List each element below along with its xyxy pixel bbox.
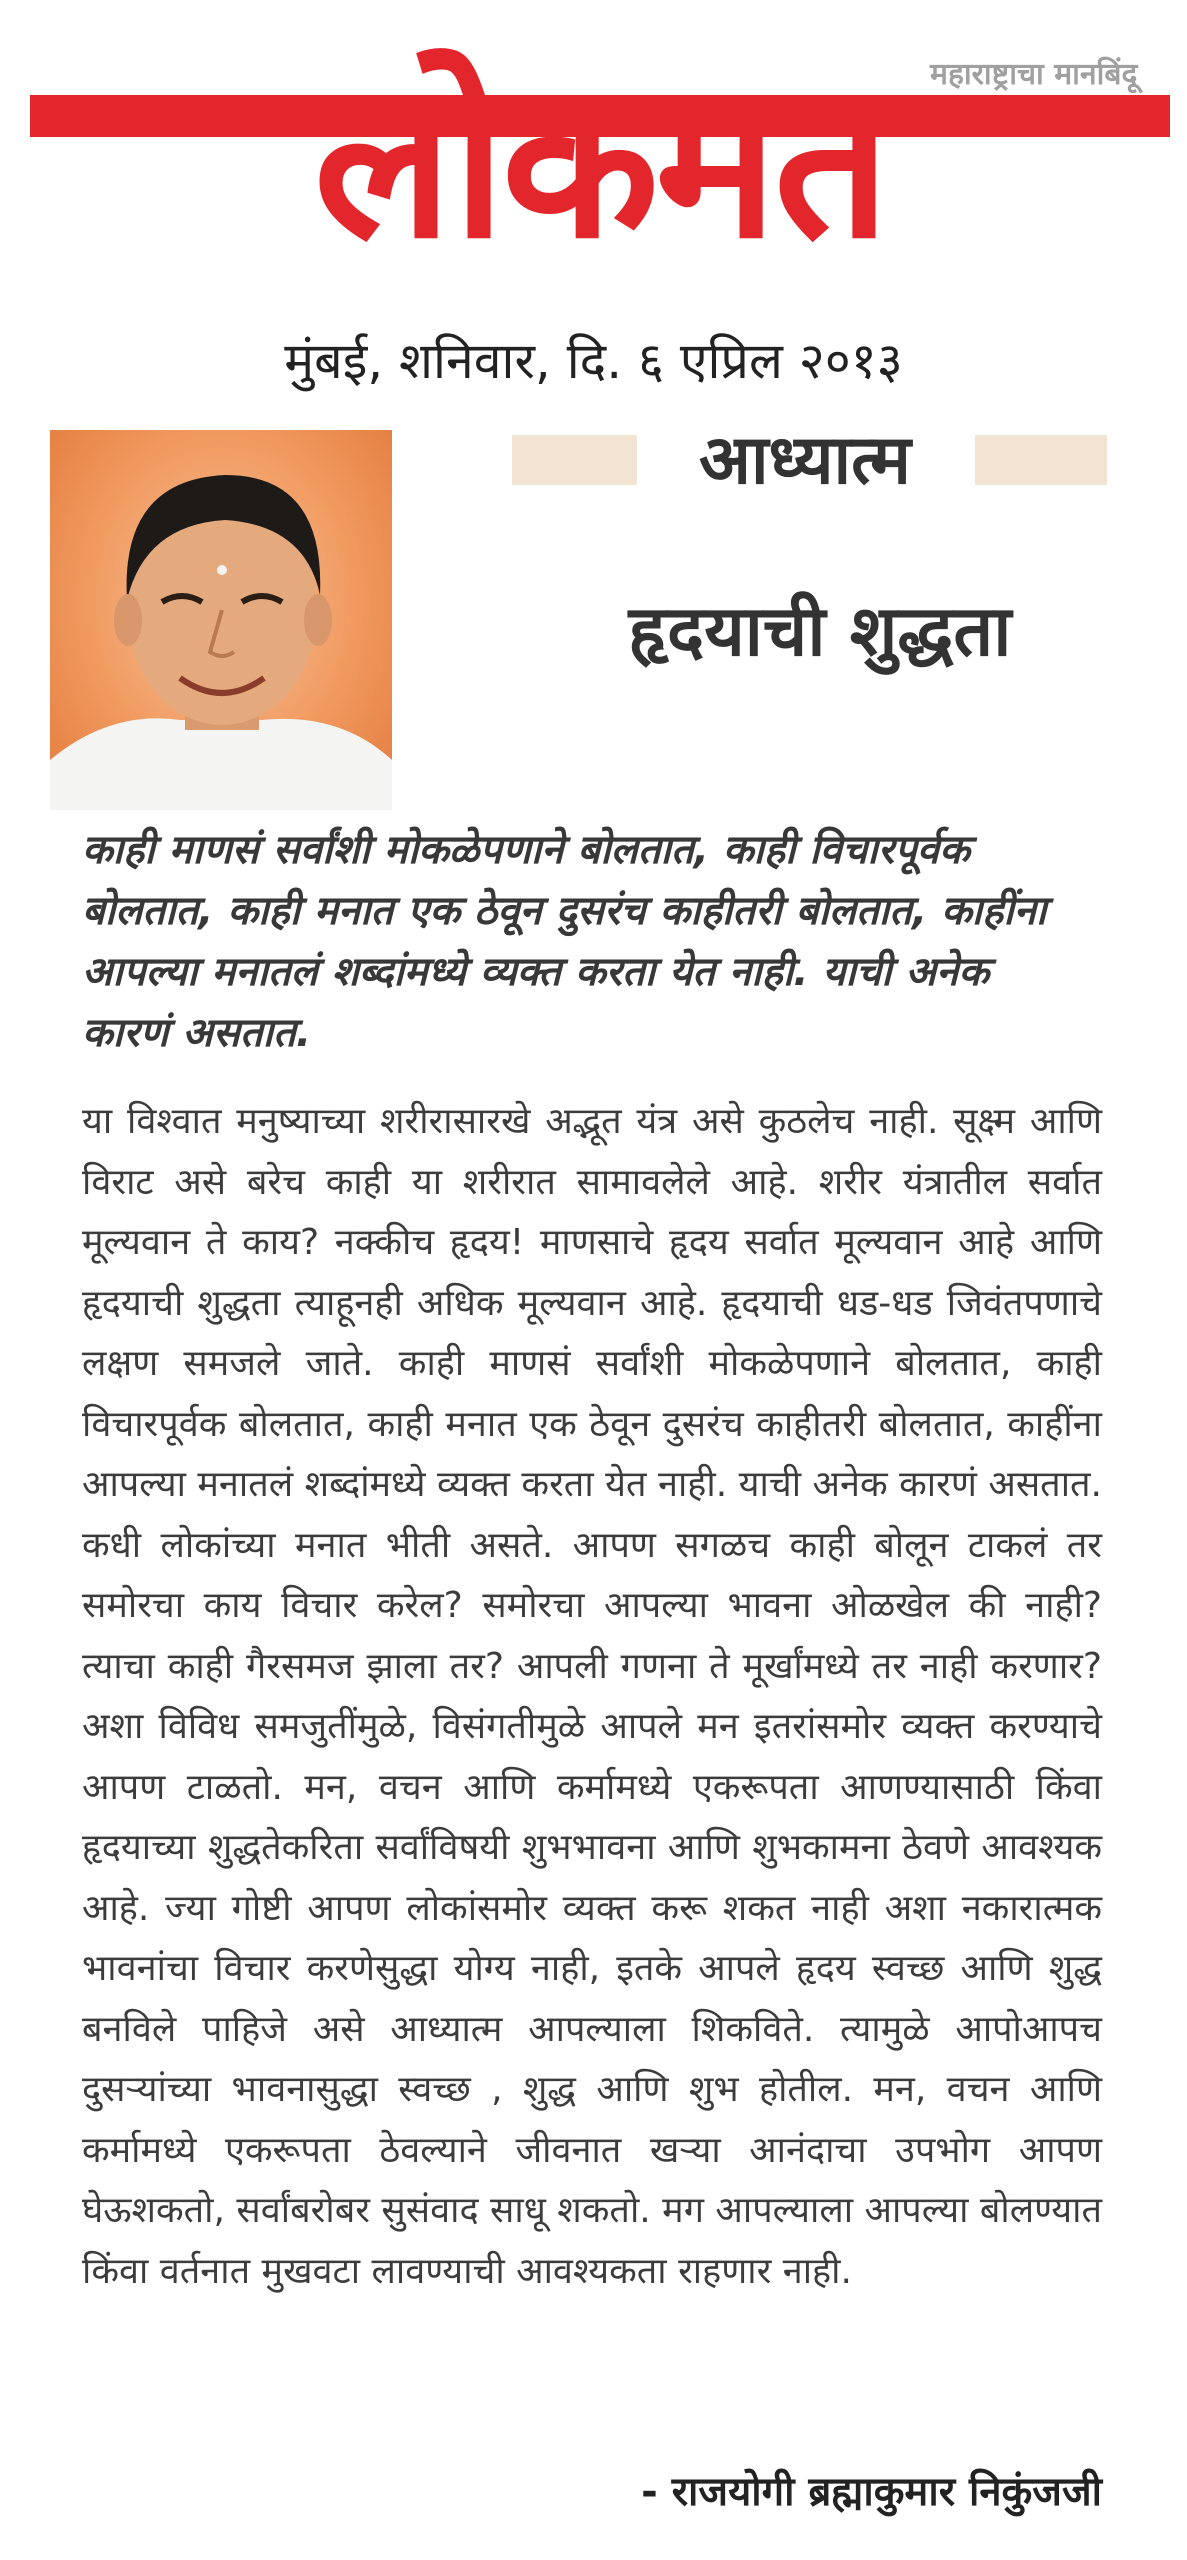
dateline: मुंबई, शनिवार, दि. ६ एप्रिल २०१३ xyxy=(284,332,903,390)
author-photo xyxy=(50,430,392,810)
article-title: हृदयाची शुद्धता xyxy=(628,590,1012,672)
section-band-right xyxy=(975,435,1107,485)
section-band-left xyxy=(512,435,637,485)
article-body: या विश्वात मनुष्याच्या शरीरासारखे अद्भूत यंत्र असे कुठलेच नाही. सूक्ष्म आणि विराट असे बरेच काही या शरीरात सामावलेले आहे. शरीर यंत्रातील सर्वात मूल्यवान ते काय? नक्कीच हृदय! माणसाचे हृदय सर्वात मूल्यवान आहे आणि हृदयाची शुद्धता त्याहूनही अधिक मूल्यवान आहे. हृदयाची धड-धड जिवंतपणाचे लक्षण समजले जाते. काही माणसं सर्वांशी मोकळेपणाने बोलतात, काही विचारपूर्वक बोलतात, काही मनात एक ठेवून दुसरंच काहीतरी बोलतात, काहींना आपल्या मनातलं शब्दांमध्ये व्यक्त करता येत नाही. याची अनेक कारणं असतात. कधी लोकांच्या मनात भीती असते. आपण सगळच काही बोलून टाकलं तर समोरचा काय विचार करेल? समोरचा आपल्या भावना ओळखेल की नाही? त्याचा काही गैरसमज झाला तर? आपली गणना ते मूर्खांमध्ये तर नाही करणार? अशा विविध समजुतींमुळे, विसंगतीमुळे आपले मन इतरांसमोर व्यक्त करण्याचे आपण टाळतो. मन, वचन आणि कर्मामध्ये एकरूपता आणण्यासाठी किंवा हृदयाच्या शुद्धतेकरिता सर्वांविषयी शुभभावना आणि शुभकामना ठेवणे आवश्यक आहे. ज्या गोष्टी आपण लोकांसमोर व्यक्त करू शकत नाही अशा नकारात्मक भावनांचा विचार करणेसुद्धा योग्य नाही, इतके आपले हृदय स्वच्छ आणि शुद्ध बनविले पाहिजे असे आध्यात्म आपल्याला शिकविते. त्यामुळे आपोआपच दुसऱ्यांच्या भावनासुद्धा स्वच्छ , शुद्ध आणि शुभ होतील. मन, वचन आणि कर्मामध्ये एकरूपता ठेवल्याने जीवनात खऱ्या आनंदाचा उपभोग आपण घेऊशकतो, सर्वांबरोबर सुसंवाद साधू शकतो. मग आपल्याला आपल्या बोलण्यात किंवा वर्तनात मुखवटा लावण्याची आवश्यकता राहणार नाही. xyxy=(82,1101,1102,2292)
author-byline: - राजयोगी ब्रह्माकुमार निकुंजजी xyxy=(641,2469,1102,2515)
newspaper-logo: लोकमत xyxy=(313,46,887,284)
author-portrait-image xyxy=(50,430,392,810)
article-lead: काही माणसं सर्वांशी मोकळेपणाने बोलतात, काही विचारपूर्वक बोलतात, काही मनात एक ठेवून दुसरंच काहीतरी बोलतात, काहींना आपल्या मनातलं शब्दांमध्ये व्यक्त करता येत नाही. याची अनेक कारणं असतात. xyxy=(82,827,1047,1056)
section-label: आध्यात्म xyxy=(699,421,911,500)
masthead-tagline: महाराष्ट्राचा मानबिंदू xyxy=(930,57,1138,92)
